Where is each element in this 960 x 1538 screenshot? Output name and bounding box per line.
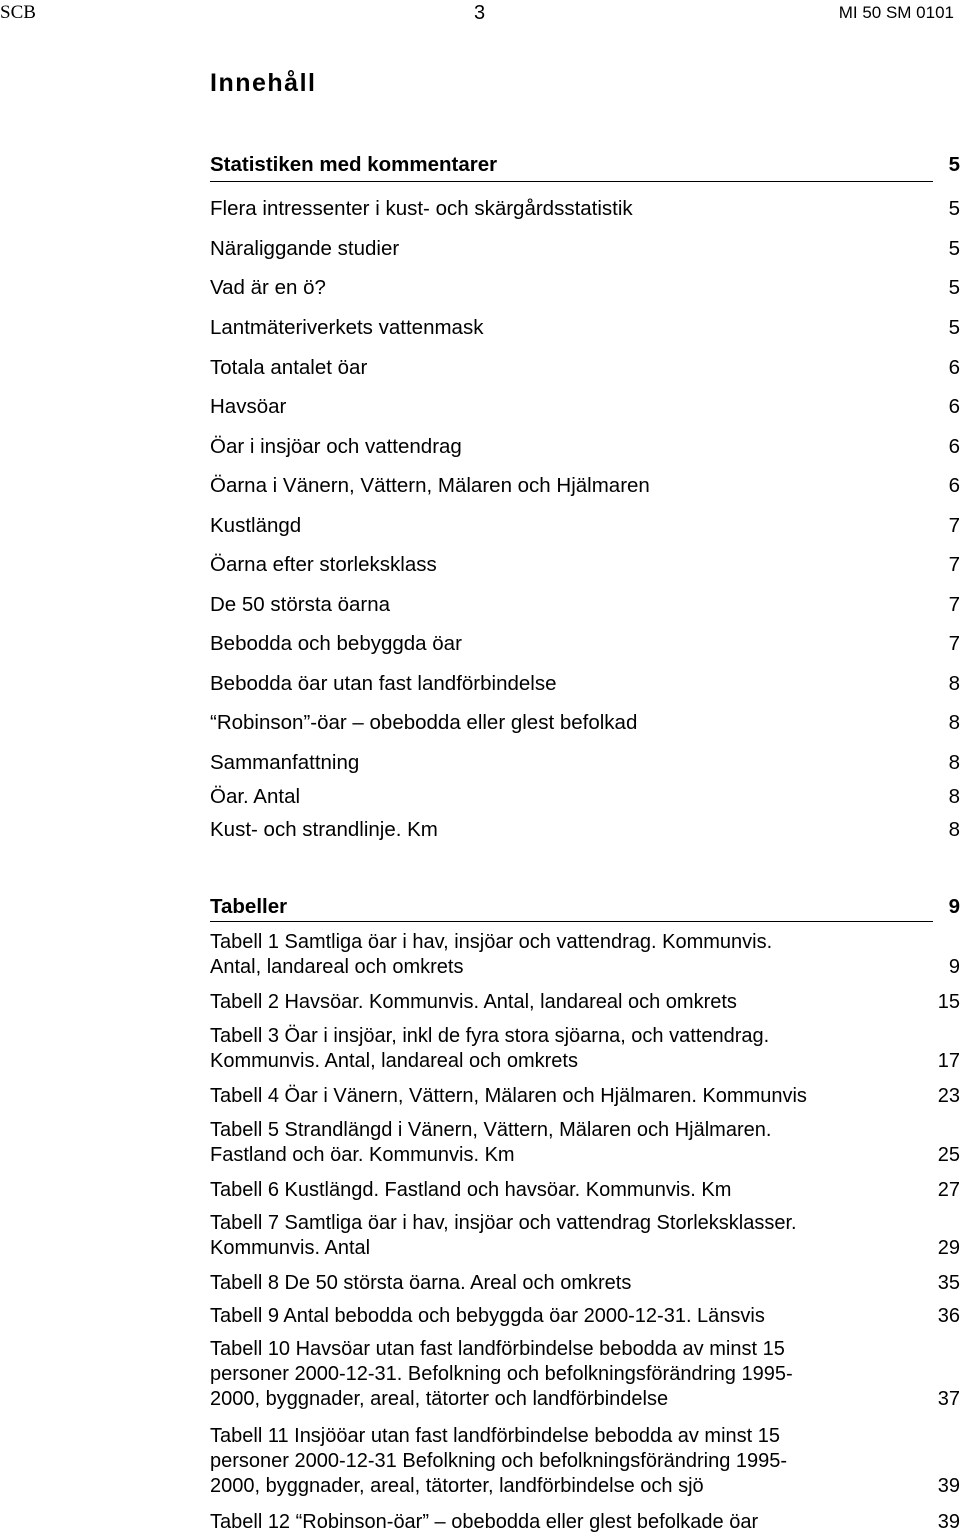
table-entry[interactable]: [210, 930, 960, 980]
toc-entry[interactable]: [210, 237, 960, 261]
header-page-number: 3: [474, 2, 486, 24]
table-entry[interactable]: [210, 1304, 960, 1329]
section-divider: [210, 181, 933, 182]
table-entry-page: 25: [937, 1144, 960, 1166]
table-entry-page: 9: [948, 956, 960, 978]
table-entry-page: 36: [937, 1305, 960, 1327]
table-entry-line: Antal, landareal och omkrets: [210, 956, 464, 978]
table-entry-line: Tabell 6 Kustlängd. Fastland och havsöar. Kommunvis. Km: [210, 1179, 732, 1201]
table-entry-line: personer 2000-12-31. Befolkning och befolkningsförändring 1995-: [210, 1363, 793, 1385]
toc-entry[interactable]: [210, 593, 960, 617]
toc-entry-page: 5: [948, 197, 960, 220]
table-entry-line: Tabell 5 Strandlängd i Vänern, Vättern, Mälaren och Hjälmaren.: [210, 1119, 772, 1141]
toc-entry-label: Öar i insjöar och vattendrag: [210, 435, 462, 458]
table-entry-line: Fastland och öar. Kommunvis. Km: [210, 1144, 515, 1166]
toc-entry-label: Lantmäteriverkets vattenmask: [210, 316, 484, 339]
toc-entry-label: Vad är en ö?: [210, 276, 326, 299]
toc-entry-page: 8: [948, 672, 960, 695]
toc-entry-label: “Robinson”-öar – obebodda eller glest befolkad: [210, 711, 638, 734]
toc-entry-label: Bebodda öar utan fast landförbindelse: [210, 672, 557, 695]
toc-entry-page: 7: [948, 632, 960, 655]
table-entry[interactable]: [210, 1211, 960, 1261]
tables-heading-page: 9: [948, 895, 960, 918]
toc-entry[interactable]: [210, 553, 960, 577]
table-entry-page: 17: [937, 1050, 960, 1072]
toc-entry-page: 6: [948, 395, 960, 418]
toc-entry-page: 5: [948, 237, 960, 260]
table-entry-page: 39: [937, 1511, 960, 1533]
toc-title: Innehåll: [210, 69, 317, 97]
toc-entry[interactable]: [210, 514, 960, 538]
toc-entry[interactable]: [210, 751, 960, 775]
table-entry[interactable]: [210, 1337, 960, 1412]
table-entry-page: 35: [937, 1272, 960, 1294]
toc-entry-label: Näraliggande studier: [210, 237, 400, 260]
toc-entry-label: Flera intressenter i kust- och skärgårdsstatistik: [210, 197, 633, 220]
table-entry-page: 29: [937, 1237, 960, 1259]
toc-entry-label: Bebodda och bebyggda öar: [210, 632, 462, 655]
toc-entry-page: 8: [948, 785, 960, 808]
table-entry-page: 37: [937, 1388, 960, 1410]
tables-heading-label: Tabeller: [210, 895, 288, 918]
table-entry-line: Tabell 9 Antal bebodda och bebyggda öar 2000-12-31. Länsvis: [210, 1305, 765, 1327]
toc-entry-label: Öarna efter storleksklass: [210, 553, 437, 576]
toc-entry-label: Öar. Antal: [210, 785, 301, 808]
toc-entry-page: 6: [948, 474, 960, 497]
toc-entry[interactable]: [210, 316, 960, 340]
toc-entry[interactable]: [210, 197, 960, 221]
table-entry[interactable]: [210, 1084, 960, 1109]
toc-entry-label: Havsöar: [210, 395, 287, 418]
toc-entry[interactable]: [210, 153, 960, 177]
table-entry[interactable]: [210, 1024, 960, 1074]
table-entry-line: Tabell 4 Öar i Vänern, Vättern, Mälaren och Hjälmaren. Kommunvis: [210, 1085, 807, 1107]
table-entry-line: 2000, byggnader, areal, tätorter, landförbindelse och sjö: [210, 1475, 704, 1497]
toc-entry-label: Totala antalet öar: [210, 356, 368, 379]
toc-entry[interactable]: [210, 632, 960, 656]
table-entry-line: Tabell 3 Öar i insjöar, inkl de fyra stora sjöarna, och vattendrag.: [210, 1025, 770, 1047]
table-entry-line: Tabell 11 Insjööar utan fast landförbindelse bebodda av minst 15: [210, 1425, 781, 1447]
header-organization: SCB: [0, 2, 36, 23]
table-entry-line: Tabell 1 Samtliga öar i hav, insjöar och vattendrag. Kommunvis.: [210, 931, 773, 953]
table-entry-line: Tabell 12 “Robinson-öar” – obebodda eller glest befolkade öar: [210, 1511, 759, 1533]
table-entry-page: 23: [937, 1085, 960, 1107]
table-entry-page: 39: [937, 1475, 960, 1497]
table-entry-page: 15: [937, 991, 960, 1013]
toc-entry[interactable]: [210, 395, 960, 419]
toc-entry-label: Kust- och strandlinje. Km: [210, 818, 438, 841]
toc-entry-label: Öarna i Vänern, Vättern, Mälaren och Hjälmaren: [210, 474, 650, 497]
table-entry-line: 2000, byggnader, areal, tätorter och landförbindelse: [210, 1388, 669, 1410]
toc-entry[interactable]: [210, 276, 960, 300]
toc-entry-page: 8: [948, 818, 960, 841]
toc-entry[interactable]: [210, 435, 960, 459]
table-entry-line: Kommunvis. Antal, landareal och omkrets: [210, 1050, 578, 1072]
toc-entry-label: Sammanfattning: [210, 751, 360, 774]
table-entry-line: personer 2000-12-31 Befolkning och befolkningsförändring 1995-: [210, 1450, 788, 1472]
toc-entry[interactable]: [210, 356, 960, 380]
toc-entry-page: 5: [948, 276, 960, 299]
toc-entry[interactable]: [210, 818, 960, 842]
toc-entry-page: 6: [948, 356, 960, 379]
table-entry[interactable]: [210, 1178, 960, 1203]
header-document-id: MI 50 SM 0101: [838, 3, 954, 22]
toc-entry-label: Statistiken med kommentarer: [210, 153, 498, 176]
toc-entry-page: 7: [948, 593, 960, 616]
table-entry-line: Tabell 8 De 50 största öarna. Areal och omkrets: [210, 1272, 632, 1294]
toc-entry-page: 5: [948, 316, 960, 339]
table-entry[interactable]: [210, 1424, 960, 1499]
table-entry[interactable]: [210, 990, 960, 1015]
table-entry[interactable]: [210, 1271, 960, 1296]
table-entry-page: 27: [937, 1179, 960, 1201]
table-entry[interactable]: [210, 1118, 960, 1168]
table-entry[interactable]: [210, 1510, 960, 1535]
table-entry-line: Kommunvis. Antal: [210, 1237, 371, 1259]
table-entry-line: Tabell 10 Havsöar utan fast landförbindelse bebodda av minst 15: [210, 1338, 785, 1360]
toc-entry-label: Kustlängd: [210, 514, 302, 537]
toc-entry-label: De 50 största öarna: [210, 593, 391, 616]
tables-heading[interactable]: [210, 895, 960, 919]
toc-entry[interactable]: [210, 785, 960, 809]
toc-entry-page: 8: [948, 751, 960, 774]
toc-entry-page: 5: [948, 153, 960, 176]
section-divider: [210, 921, 933, 922]
toc-entry[interactable]: [210, 672, 960, 696]
toc-entry-page: 6: [948, 435, 960, 458]
toc-entry-page: 7: [948, 514, 960, 537]
table-entry-line: Tabell 7 Samtliga öar i hav, insjöar och vattendrag Storleksklasser.: [210, 1212, 797, 1234]
toc-entry-page: 8: [948, 711, 960, 734]
toc-entry-page: 7: [948, 553, 960, 576]
toc-entry[interactable]: [210, 711, 960, 735]
toc-entry[interactable]: [210, 474, 960, 498]
table-entry-line: Tabell 2 Havsöar. Kommunvis. Antal, landareal och omkrets: [210, 991, 737, 1013]
